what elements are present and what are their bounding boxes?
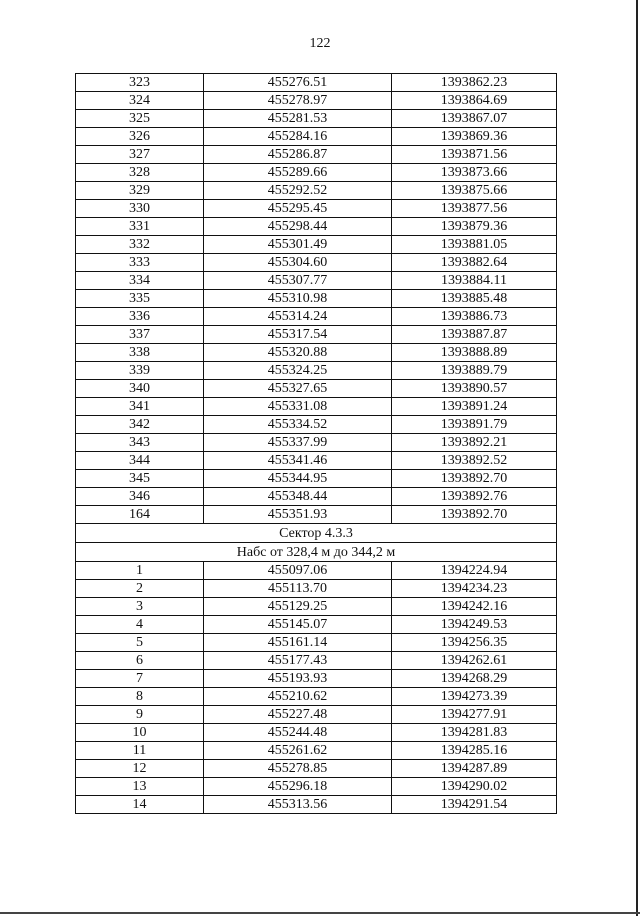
y-coordinate-cell: 1393862.23 [392,74,557,92]
point-number-cell: 14 [76,796,204,814]
x-coordinate-cell: 455261.62 [204,742,392,760]
y-coordinate-cell: 1394262.61 [392,652,557,670]
point-number-cell: 344 [76,452,204,470]
x-coordinate-cell: 455296.18 [204,778,392,796]
point-number-cell: 325 [76,110,204,128]
x-coordinate-cell: 455281.53 [204,110,392,128]
table-row [76,236,557,254]
table-row [76,74,557,92]
y-coordinate-cell: 1393886.73 [392,308,557,326]
point-number-cell: 1 [76,562,204,580]
point-number-cell: 339 [76,362,204,380]
point-number-cell: 2 [76,580,204,598]
y-coordinate-cell: 1393884.11 [392,272,557,290]
scan-edge-bottom [0,912,640,914]
point-number-cell: 340 [76,380,204,398]
table-row [76,200,557,218]
y-coordinate-cell: 1393890.57 [392,380,557,398]
x-coordinate-cell: 455113.70 [204,580,392,598]
table-row [76,146,557,164]
y-coordinate-cell: 1394234.23 [392,580,557,598]
x-coordinate-cell: 455295.45 [204,200,392,218]
point-number-cell: 8 [76,688,204,706]
y-coordinate-cell: 1393888.89 [392,344,557,362]
point-number-cell: 335 [76,290,204,308]
y-coordinate-cell: 1393873.66 [392,164,557,182]
sector-subtitle: Набс от 328,4 м до 344,2 м [76,543,557,562]
y-coordinate-cell: 1393877.56 [392,200,557,218]
x-coordinate-cell: 455129.25 [204,598,392,616]
x-coordinate-cell: 455348.44 [204,488,392,506]
table-row [76,128,557,146]
y-coordinate-cell: 1394277.91 [392,706,557,724]
table-row [76,688,557,706]
y-coordinate-cell: 1393882.64 [392,254,557,272]
point-number-cell: 10 [76,724,204,742]
y-coordinate-cell: 1393875.66 [392,182,557,200]
table-row [76,92,557,110]
x-coordinate-cell: 455284.16 [204,128,392,146]
point-number-cell: 332 [76,236,204,254]
point-number-cell: 326 [76,128,204,146]
y-coordinate-cell: 1393892.70 [392,470,557,488]
table-row [76,182,557,200]
point-number-cell: 3 [76,598,204,616]
table-row [76,598,557,616]
x-coordinate-cell: 455298.44 [204,218,392,236]
table-row [76,670,557,688]
table-row [76,562,557,580]
y-coordinate-cell: 1394291.54 [392,796,557,814]
point-number-cell: 333 [76,254,204,272]
table-row [76,434,557,452]
x-coordinate-cell: 455227.48 [204,706,392,724]
point-number-cell: 337 [76,326,204,344]
x-coordinate-cell: 455161.14 [204,634,392,652]
table-row [76,488,557,506]
x-coordinate-cell: 455344.95 [204,470,392,488]
point-number-cell: 329 [76,182,204,200]
x-coordinate-cell: 455351.93 [204,506,392,524]
point-number-cell: 5 [76,634,204,652]
x-coordinate-cell: 455276.51 [204,74,392,92]
table-row [76,362,557,380]
page-number: 122 [309,36,331,51]
point-number-cell: 12 [76,760,204,778]
point-number-cell: 331 [76,218,204,236]
sector-title-row [76,524,557,543]
y-coordinate-cell: 1393889.79 [392,362,557,380]
table-section-2 [76,562,557,814]
point-number-cell: 346 [76,488,204,506]
y-coordinate-cell: 1394268.29 [392,670,557,688]
x-coordinate-cell: 455320.88 [204,344,392,362]
sector-header [76,524,557,562]
y-coordinate-cell: 1393871.56 [392,146,557,164]
y-coordinate-cell: 1393891.79 [392,416,557,434]
table-row [76,110,557,128]
table-section-1 [76,74,557,524]
y-coordinate-cell: 1393885.48 [392,290,557,308]
table-row [76,398,557,416]
sector-title: Сектор 4.3.3 [76,524,557,543]
table-row [76,380,557,398]
point-number-cell: 324 [76,92,204,110]
table-row [76,218,557,236]
x-coordinate-cell: 455317.54 [204,326,392,344]
table-row [76,778,557,796]
x-coordinate-cell: 455292.52 [204,182,392,200]
x-coordinate-cell: 455337.99 [204,434,392,452]
table-row [76,580,557,598]
x-coordinate-cell: 455301.49 [204,236,392,254]
point-number-cell: 6 [76,652,204,670]
point-number-cell: 11 [76,742,204,760]
x-coordinate-cell: 455310.98 [204,290,392,308]
table-row [76,308,557,326]
point-number-cell: 323 [76,74,204,92]
y-coordinate-cell: 1393892.21 [392,434,557,452]
y-coordinate-cell: 1393879.36 [392,218,557,236]
x-coordinate-cell: 455327.65 [204,380,392,398]
y-coordinate-cell: 1393881.05 [392,236,557,254]
sector-subtitle-row [76,543,557,562]
table-row [76,616,557,634]
coordinates-table [75,73,557,814]
table-row [76,652,557,670]
point-number-cell: 334 [76,272,204,290]
y-coordinate-cell: 1394281.83 [392,724,557,742]
y-coordinate-cell: 1393887.87 [392,326,557,344]
table-row [76,344,557,362]
point-number-cell: 4 [76,616,204,634]
x-coordinate-cell: 455278.85 [204,760,392,778]
x-coordinate-cell: 455097.06 [204,562,392,580]
table-row [76,724,557,742]
point-number-cell: 336 [76,308,204,326]
x-coordinate-cell: 455210.62 [204,688,392,706]
table-row [76,326,557,344]
y-coordinate-cell: 1394285.16 [392,742,557,760]
table-row [76,634,557,652]
x-coordinate-cell: 455307.77 [204,272,392,290]
x-coordinate-cell: 455324.25 [204,362,392,380]
point-number-cell: 328 [76,164,204,182]
y-coordinate-cell: 1394242.16 [392,598,557,616]
table-row [76,452,557,470]
point-number-cell: 13 [76,778,204,796]
point-number-cell: 327 [76,146,204,164]
y-coordinate-cell: 1394249.53 [392,616,557,634]
y-coordinate-cell: 1393864.69 [392,92,557,110]
y-coordinate-cell: 1394224.94 [392,562,557,580]
x-coordinate-cell: 455278.97 [204,92,392,110]
x-coordinate-cell: 455244.48 [204,724,392,742]
y-coordinate-cell: 1393892.70 [392,506,557,524]
table-row [76,796,557,814]
point-number-cell: 164 [76,506,204,524]
point-number-cell: 343 [76,434,204,452]
table-row [76,506,557,524]
table-row [76,706,557,724]
table-row [76,290,557,308]
table-row [76,416,557,434]
table-row [76,164,557,182]
y-coordinate-cell: 1394273.39 [392,688,557,706]
point-number-cell: 341 [76,398,204,416]
x-coordinate-cell: 455313.56 [204,796,392,814]
x-coordinate-cell: 455286.87 [204,146,392,164]
table-row [76,760,557,778]
x-coordinate-cell: 455193.93 [204,670,392,688]
x-coordinate-cell: 455341.46 [204,452,392,470]
point-number-cell: 7 [76,670,204,688]
x-coordinate-cell: 455177.43 [204,652,392,670]
y-coordinate-cell: 1393891.24 [392,398,557,416]
table-row [76,272,557,290]
point-number-cell: 345 [76,470,204,488]
x-coordinate-cell: 455331.08 [204,398,392,416]
y-coordinate-cell: 1394256.35 [392,634,557,652]
x-coordinate-cell: 455334.52 [204,416,392,434]
point-number-cell: 338 [76,344,204,362]
y-coordinate-cell: 1393892.52 [392,452,557,470]
point-number-cell: 330 [76,200,204,218]
table-row [76,254,557,272]
x-coordinate-cell: 455289.66 [204,164,392,182]
y-coordinate-cell: 1393867.07 [392,110,557,128]
y-coordinate-cell: 1393869.36 [392,128,557,146]
y-coordinate-cell: 1394290.02 [392,778,557,796]
point-number-cell: 342 [76,416,204,434]
x-coordinate-cell: 455145.07 [204,616,392,634]
y-coordinate-cell: 1394287.89 [392,760,557,778]
point-number-cell: 9 [76,706,204,724]
table-row [76,742,557,760]
table-row [76,470,557,488]
scan-edge-right [636,0,638,916]
y-coordinate-cell: 1393892.76 [392,488,557,506]
x-coordinate-cell: 455314.24 [204,308,392,326]
x-coordinate-cell: 455304.60 [204,254,392,272]
